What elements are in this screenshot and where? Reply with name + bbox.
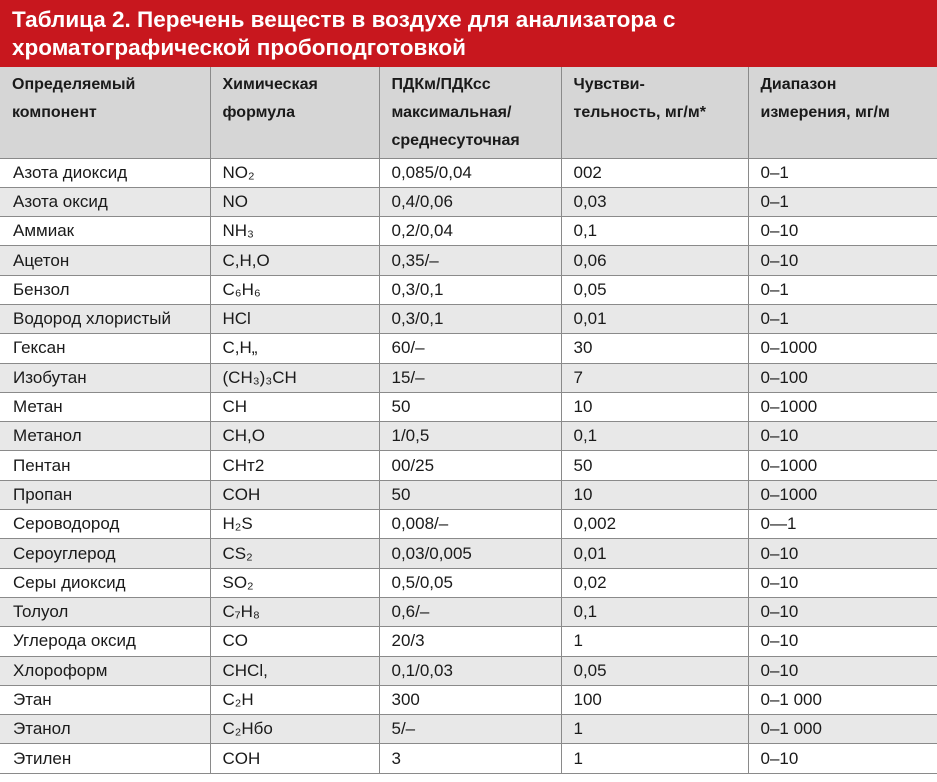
cell-sensitivity: 1 [561,744,748,773]
cell-range: 0–10 [748,217,937,246]
cell-pdk: 15/– [379,363,561,392]
cell-sensitivity: 002 [561,158,748,187]
cell-component: Толуол [0,597,210,626]
cell-pdk: 50 [379,480,561,509]
cell-range: 0–1000 [748,392,937,421]
cell-pdk: 0,5/0,05 [379,568,561,597]
cell-formula: (CH₃)₃CH [210,363,379,392]
table-row [0,656,937,685]
cell-sensitivity: 0,1 [561,217,748,246]
cell-formula: SO₂ [210,568,379,597]
header-row [0,67,937,158]
table-row [0,304,937,333]
table-row [0,422,937,451]
table-row [0,480,937,509]
cell-range: 0–1 [748,187,937,216]
cell-sensitivity: 0,05 [561,656,748,685]
cell-sensitivity: 10 [561,480,748,509]
table-row [0,363,937,392]
cell-sensitivity: 30 [561,334,748,363]
cell-component: Сероуглерод [0,539,210,568]
table-title-line-1: Таблица 2. Перечень веществ в воздухе для анализатора с [12,7,676,32]
cell-formula: C₂Hбо [210,715,379,744]
cell-range: 0–1000 [748,334,937,363]
header-line: ПДКм/ПДКсс [391,76,491,93]
table-title [0,0,937,67]
cell-formula: CH,O [210,422,379,451]
cell-range: 0–1 [748,275,937,304]
cell-pdk: 0,6/– [379,597,561,626]
table-row [0,744,937,773]
header-line: формула [222,104,295,121]
cell-component: Этилен [0,744,210,773]
cell-component: Ацетон [0,246,210,275]
cell-formula: COH [210,480,379,509]
cell-component: Изобутан [0,363,210,392]
cell-sensitivity: 0,03 [561,187,748,216]
table-row [0,715,937,744]
cell-formula: C₇H₈ [210,597,379,626]
cell-formula: CH [210,392,379,421]
cell-range: 0–1 000 [748,685,937,714]
cell-formula: NO₂ [210,158,379,187]
cell-sensitivity: 0,02 [561,568,748,597]
cell-component: Азота оксид [0,187,210,216]
cell-formula: CHт2 [210,451,379,480]
cell-range: 0–1000 [748,480,937,509]
cell-formula: CHCl, [210,656,379,685]
substances-table [0,67,937,774]
cell-sensitivity: 100 [561,685,748,714]
header-line: тельность, мг/м* [573,104,706,121]
header-line: Чувстви- [573,76,645,93]
cell-range: 0–10 [748,246,937,275]
cell-pdk: 0,008/– [379,510,561,539]
cell-pdk: 0,1/0,03 [379,656,561,685]
cell-pdk: 20/3 [379,627,561,656]
cell-range: 0–10 [748,568,937,597]
header-line: Определяемый [12,76,136,93]
cell-component: Хлороформ [0,656,210,685]
cell-range: 0–10 [748,539,937,568]
cell-component: Этан [0,685,210,714]
cell-formula: COH [210,744,379,773]
cell-formula: HCl [210,304,379,333]
cell-component: Серы диоксид [0,568,210,597]
cell-range: 0—1 [748,510,937,539]
header-component [0,67,210,158]
cell-component: Метанол [0,422,210,451]
cell-sensitivity: 0,002 [561,510,748,539]
cell-pdk: 5/– [379,715,561,744]
table-row [0,334,937,363]
cell-pdk: 50 [379,392,561,421]
cell-sensitivity: 1 [561,715,748,744]
cell-pdk: 3 [379,744,561,773]
cell-component: Аммиак [0,217,210,246]
cell-formula: C₂H [210,685,379,714]
table-row [0,275,937,304]
table-row [0,392,937,421]
cell-range: 0–10 [748,597,937,626]
table-row [0,597,937,626]
cell-component: Бензол [0,275,210,304]
table-row [0,510,937,539]
cell-component: Гексан [0,334,210,363]
header-sensitivity [561,67,748,158]
header-line: Химическая [222,76,318,93]
cell-pdk: 0,4/0,06 [379,187,561,216]
cell-formula: NH₃ [210,217,379,246]
cell-component: Этанол [0,715,210,744]
table-row [0,217,937,246]
cell-range: 0–10 [748,656,937,685]
header-line: измерения, мг/м [760,104,890,121]
header-line: максимальная/ [391,104,512,121]
cell-sensitivity: 10 [561,392,748,421]
cell-component: Пентан [0,451,210,480]
cell-pdk: 0,3/0,1 [379,275,561,304]
cell-range: 0–10 [748,744,937,773]
cell-sensitivity: 1 [561,627,748,656]
cell-sensitivity: 7 [561,363,748,392]
cell-pdk: 00/25 [379,451,561,480]
header-line: Диапазон [760,76,837,93]
cell-formula: C₆H₆ [210,275,379,304]
cell-component: Сероводород [0,510,210,539]
cell-formula: CO [210,627,379,656]
table-row [0,568,937,597]
cell-pdk: 0,2/0,04 [379,217,561,246]
cell-pdk: 60/– [379,334,561,363]
header-pdk [379,67,561,158]
cell-component: Углерода оксид [0,627,210,656]
cell-sensitivity: 0,05 [561,275,748,304]
cell-formula: NO [210,187,379,216]
cell-formula: CS₂ [210,539,379,568]
cell-pdk: 0,35/– [379,246,561,275]
table-header [0,67,937,158]
table-row [0,158,937,187]
cell-pdk: 0,3/0,1 [379,304,561,333]
table-row [0,451,937,480]
cell-sensitivity: 50 [561,451,748,480]
header-formula [210,67,379,158]
cell-formula: C,H„ [210,334,379,363]
header-line: среднесуточная [391,132,520,149]
cell-range: 0–10 [748,422,937,451]
cell-range: 0–1000 [748,451,937,480]
cell-sensitivity: 0,1 [561,597,748,626]
cell-pdk: 0,03/0,005 [379,539,561,568]
cell-sensitivity: 0,1 [561,422,748,451]
cell-component: Пропан [0,480,210,509]
cell-formula: H₂S [210,510,379,539]
table-row [0,246,937,275]
table-title-line-2: хроматографической пробоподготовкой [12,35,466,60]
header-line: компонент [12,104,97,121]
cell-component: Азота диоксид [0,158,210,187]
cell-pdk: 300 [379,685,561,714]
cell-sensitivity: 0,06 [561,246,748,275]
cell-range: 0–10 [748,627,937,656]
cell-pdk: 0,085/0,04 [379,158,561,187]
cell-pdk: 1/0,5 [379,422,561,451]
header-range [748,67,937,158]
cell-formula: C,H,O [210,246,379,275]
cell-component: Метан [0,392,210,421]
table-row [0,539,937,568]
cell-component: Водород хлористый [0,304,210,333]
cell-range: 0–1 000 [748,715,937,744]
cell-sensitivity: 0,01 [561,304,748,333]
table-row [0,627,937,656]
cell-range: 0–100 [748,363,937,392]
table-row [0,187,937,216]
cell-sensitivity: 0,01 [561,539,748,568]
table-body [0,158,937,773]
cell-range: 0–1 [748,304,937,333]
table-row [0,685,937,714]
cell-range: 0–1 [748,158,937,187]
